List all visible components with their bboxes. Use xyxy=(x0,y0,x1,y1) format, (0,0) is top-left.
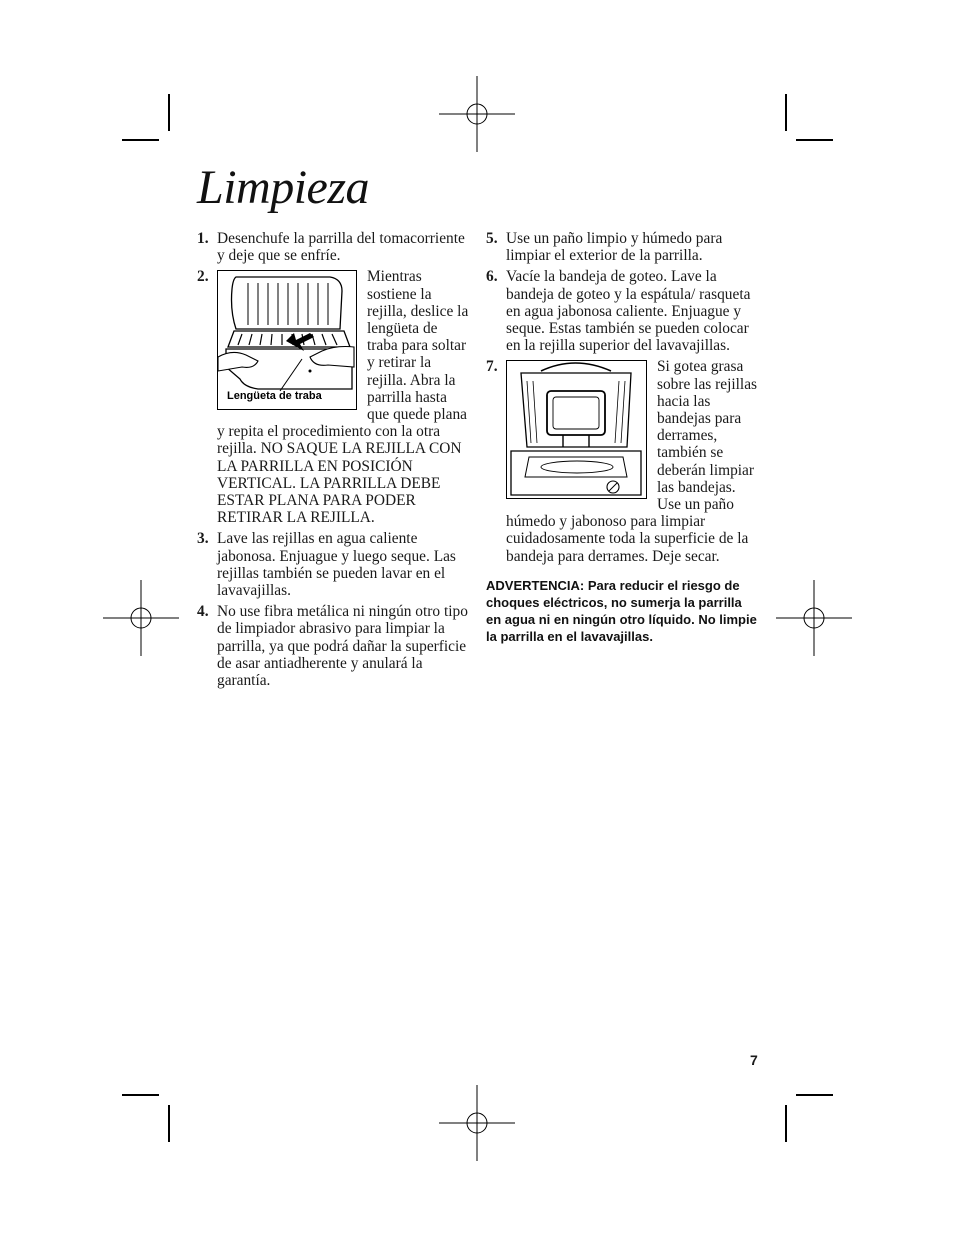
step-1 xyxy=(197,230,469,264)
step-text: Lave las rejillas en agua caliente jabonosa. Enjuague y luego seque. Las rejillas también se pueden lavar en el lavavajillas. xyxy=(217,530,456,600)
crop-mark xyxy=(796,139,833,141)
step-number: 5. xyxy=(486,230,498,247)
crop-mark xyxy=(168,94,170,131)
registration-crosshair-icon xyxy=(439,1085,515,1161)
step-text: Vacíe la bandeja de goteo. Lave la bandeja de goteo y la espátula/ rasqueta en agua jabonosa caliente. Enjuague y seque. Estas también se pueden colocar en la rejilla superior del lavavajillas. xyxy=(506,268,751,355)
warning-text: ADVERTENCIA: Para reducir el riesgo de choques eléctricos, no sumerja la parrilla en agua ni en ningún otro líquido. No limpie la parrilla en el lavavajillas. xyxy=(486,577,757,644)
registration-crosshair-icon xyxy=(776,580,852,656)
step-number: 6. xyxy=(486,268,498,286)
step-number: 1. xyxy=(197,230,209,247)
registration-crosshair-icon xyxy=(103,580,179,656)
step-number: 3. xyxy=(197,530,209,548)
left-column xyxy=(197,230,469,693)
step-number: 7. xyxy=(486,358,498,376)
grill-plate-removal-illustration xyxy=(217,270,357,410)
step-6 xyxy=(486,268,758,354)
drip-tray-drawing xyxy=(507,361,645,497)
step-text: Desenchufe la parrilla del tomacorriente y deje que se enfríe. xyxy=(217,230,465,265)
crop-mark xyxy=(785,1105,787,1142)
grill-drawing xyxy=(218,271,355,408)
crop-mark xyxy=(122,139,159,141)
step-4 xyxy=(197,603,469,689)
page-number: 7 xyxy=(750,1052,758,1068)
step-number: 2. xyxy=(197,268,209,286)
crop-mark xyxy=(122,1094,159,1096)
step-5 xyxy=(486,230,758,264)
drip-tray-illustration xyxy=(506,360,647,499)
step-text: Mientras sostiene la rejilla, deslice la lengüeta de traba para soltar y retirar la rejilla. Abra la parrilla hasta que quede plana y repita el procedimiento con la otra rejilla. NO SAQUE LA REJILLA CON LA PARRILLA EN POSICIÓN VERTICAL. LA PARRILLA DEBE ESTAR PLANA PARA PODER RETIRAR LA REJILLA. xyxy=(217,268,469,527)
page-title: Limpieza xyxy=(197,161,370,214)
step-text: No use fibra metálica ni ningún otro tipo de limpiador abrasivo para limpiar la parrilla, ya que podrá dañar la superficie de asar antiadherente y anulará la garantía. xyxy=(217,603,468,690)
step-number: 4. xyxy=(197,603,209,621)
right-column xyxy=(486,230,758,645)
step-7 xyxy=(486,358,758,564)
step-text: Si gotea grasa sobre las rejillas hacia las bandejas para derrames, también se deberán limpiar las bandejas. Use un paño húmedo y jabonoso para limpiar cuidadosamente toda la superficie de la bandeja para derrames. Deje secar. xyxy=(506,358,758,565)
step-text: Use un paño limpio y húmedo para limpiar el exterior de la parrilla. xyxy=(506,230,723,265)
step-2 xyxy=(197,268,469,526)
crop-mark xyxy=(796,1094,833,1096)
step-3 xyxy=(197,530,469,599)
registration-crosshair-icon xyxy=(439,76,515,152)
crop-mark xyxy=(168,1105,170,1142)
crop-mark xyxy=(785,94,787,131)
figure-label: Lengüeta de traba xyxy=(227,390,322,403)
